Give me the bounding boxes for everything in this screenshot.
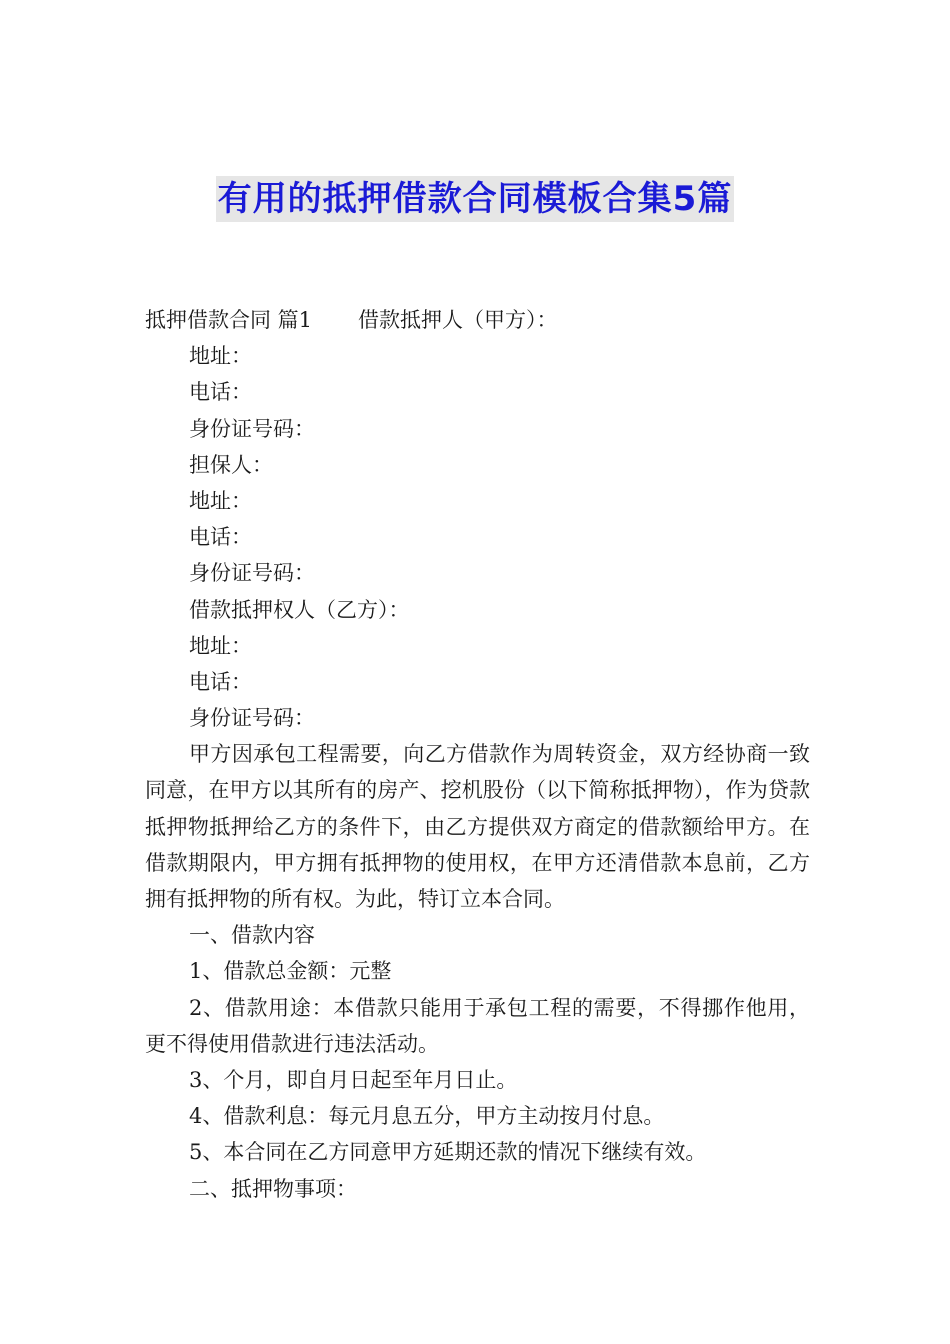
document-body	[145, 302, 810, 1207]
party-b-id-number: 身份证号码：	[189, 706, 315, 731]
guarantor-heading: 担保人：	[189, 452, 273, 477]
intro-paragraph: 甲方因承包工程需要，向乙方借款作为周转资金，双方经协商一致同意，在甲方以其所有的房产、挖机股份（以下简称抵押物），作为贷款抵押物抵押给乙方的条件下，由乙方提供双方商定的借款额给甲方。在借款期限内，甲方拥有抵押物的使用权，在甲方还清借款本息前，乙方拥有抵押物的所有权。为此，特订立本合同。	[145, 742, 810, 912]
party-a-id-number: 身份证号码：	[189, 416, 315, 441]
clause-5: 5、本合同在乙方同意甲方延期还款的情况下继续有效。	[189, 1140, 707, 1165]
party-a-address: 地址：	[189, 344, 252, 369]
document-title: 有用的抵押借款合同模板合集5篇	[216, 176, 735, 222]
clause-1: 1、借款总金额：元整	[189, 959, 392, 984]
guarantor-address: 地址：	[189, 488, 252, 513]
party-b-address: 地址：	[189, 633, 252, 658]
guarantor-id-number: 身份证号码：	[189, 561, 315, 586]
clause-4: 4、借款利息：每元月息五分，甲方主动按月付息。	[189, 1104, 665, 1129]
guarantor-phone: 电话：	[189, 525, 252, 550]
title-container	[0, 176, 950, 222]
section-label: 抵押借款合同 篇1	[145, 308, 313, 332]
section-two-heading: 二、抵押物事项：	[189, 1176, 357, 1201]
first-line	[145, 302, 810, 338]
party-b-phone: 电话：	[189, 669, 252, 694]
party-b-heading: 借款抵押权人（乙方）：	[189, 597, 410, 622]
section-one-heading: 一、借款内容	[189, 923, 315, 948]
clause-2: 2、借款用途：本借款只能用于承包工程的需要，不得挪作他用，更不得使用借款进行违法活动。	[145, 995, 810, 1056]
clause-3: 3、个月，即自月日起至年月日止。	[189, 1068, 518, 1093]
party-a-phone: 电话：	[189, 380, 252, 405]
party-a-heading: 借款抵押人（甲方）：	[358, 308, 558, 332]
